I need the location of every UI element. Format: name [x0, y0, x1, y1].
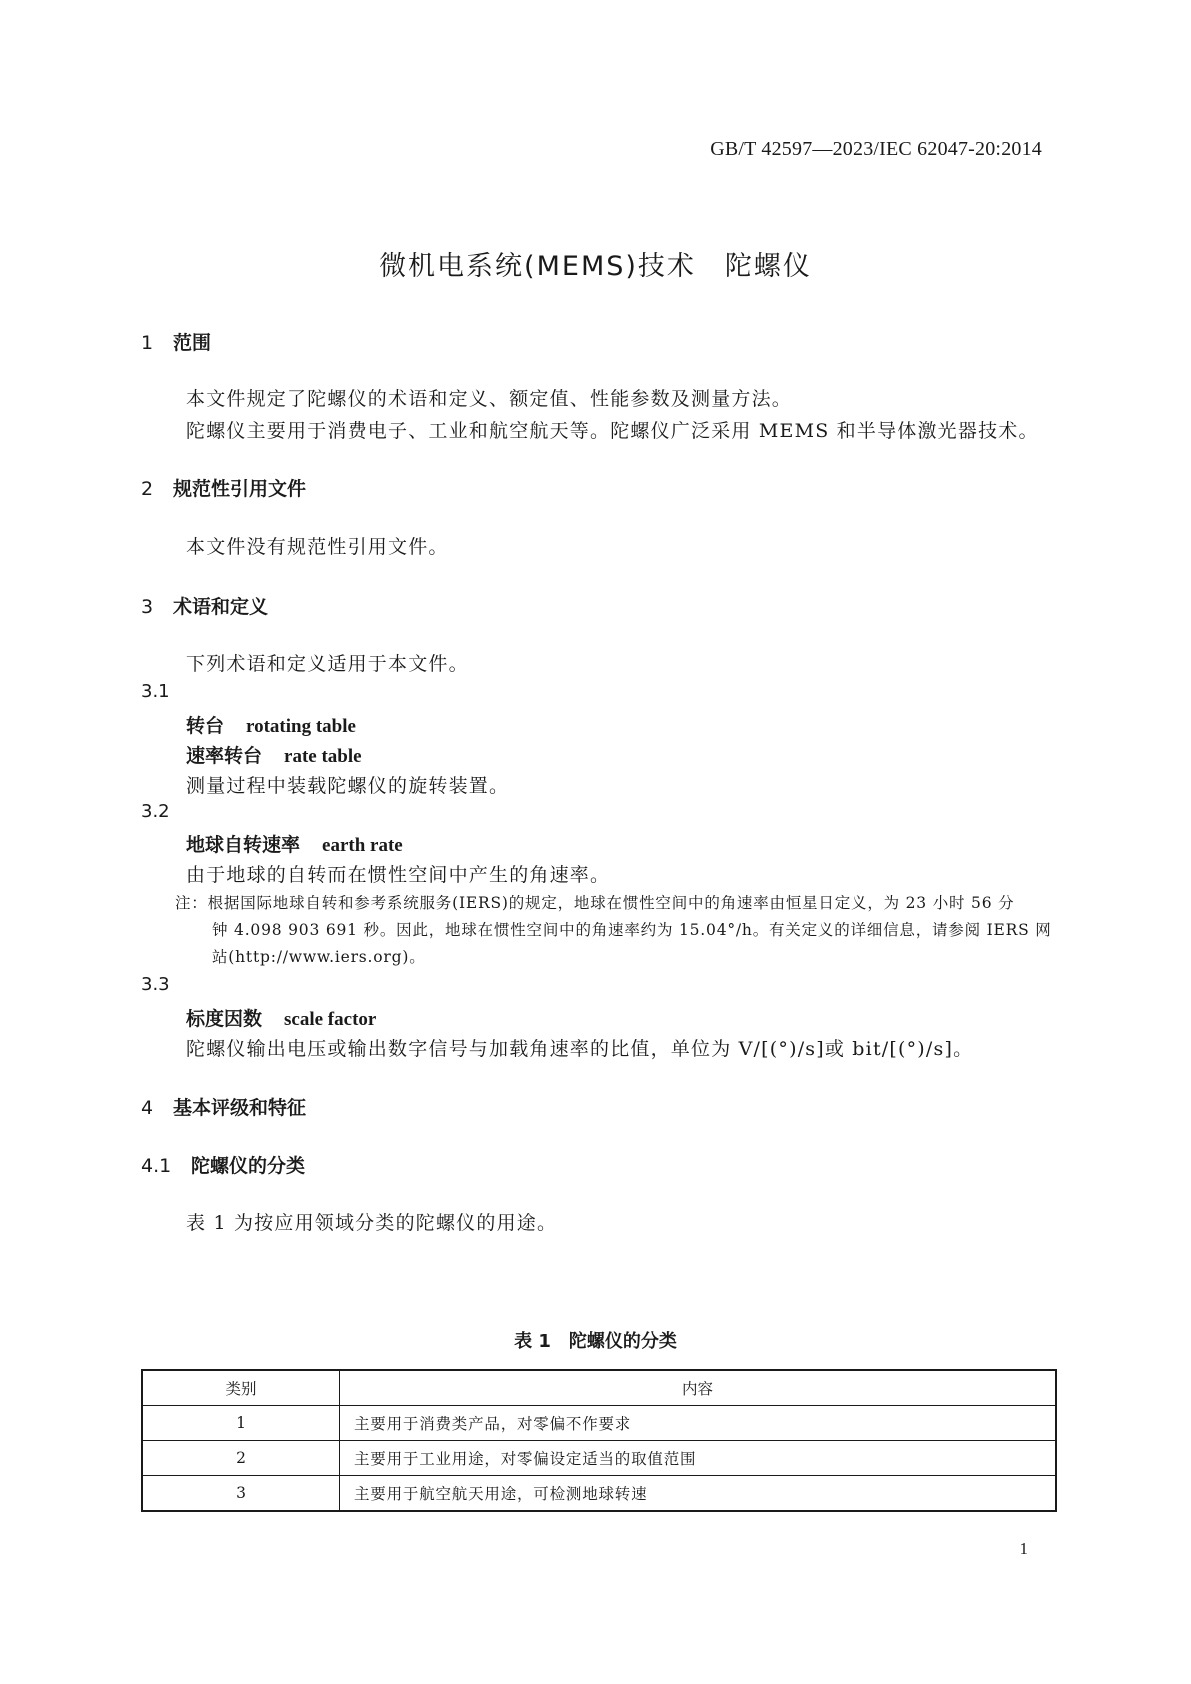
- subsection-4-1-heading: [141, 1151, 305, 1178]
- term-zh: 速率转台: [186, 745, 263, 767]
- term-zh: 转台: [186, 715, 225, 737]
- term-number: 3.1: [141, 681, 170, 702]
- standard-number: GB/T 42597—2023/IEC 62047-20:2014: [710, 138, 1042, 160]
- table-cell: 主要用于工业用途，对零偏设定适当的取值范围: [340, 1441, 1057, 1476]
- table-row: [142, 1406, 1056, 1441]
- section-title: 陀螺仪的分类: [191, 1155, 306, 1177]
- section-number: 4: [141, 1097, 154, 1119]
- table-label: 表 1: [514, 1331, 551, 1352]
- table-cell: 1: [142, 1406, 340, 1441]
- table-cell: 3: [142, 1476, 340, 1512]
- table-row: [142, 1441, 1056, 1476]
- section-number: 1: [141, 332, 154, 354]
- paragraph: 下列术语和定义适用于本文件。: [186, 653, 469, 675]
- paragraph: 表 1 为按应用领域分类的陀螺仪的用途。: [186, 1212, 558, 1234]
- term-definition: 测量过程中装载陀螺仪的旋转装置。: [186, 775, 510, 797]
- note-line: 站(http://www.iers.org)。: [212, 948, 426, 966]
- term-definition: 陀螺仪输出电压或输出数字信号与加载角速率的比值，单位为 V/[(°)/s]或 bit/[(°)/s]。: [186, 1038, 974, 1060]
- paragraph: 本文件没有规范性引用文件。: [186, 536, 449, 558]
- table-cell: 主要用于消费类产品，对零偏不作要求: [340, 1406, 1057, 1441]
- table-row: [142, 1476, 1056, 1512]
- paragraph: 本文件规定了陀螺仪的术语和定义、额定值、性能参数及测量方法。: [186, 388, 793, 410]
- term-number: 3.2: [141, 801, 170, 822]
- note-line: 注：根据国际地球自转和参考系统服务(IERS)的规定，地球在惯性空间中的角速率由恒星日定义，为 23 小时 56 分: [175, 894, 1015, 912]
- section-title: 范围: [173, 332, 212, 354]
- page-number: 1: [1019, 1539, 1028, 1558]
- paragraph: 陀螺仪主要用于消费电子、工业和航空航天等。陀螺仪广泛采用 MEMS 和半导体激光器技术。: [186, 420, 1039, 442]
- column-header: 类别: [142, 1370, 340, 1406]
- table-header-row: [142, 1370, 1056, 1406]
- table-caption-text: 陀螺仪的分类: [568, 1331, 677, 1352]
- column-header: 内容: [340, 1370, 1057, 1406]
- section-1-heading: [141, 328, 211, 355]
- term-entry: [186, 830, 403, 857]
- term-en: scale factor: [284, 1009, 377, 1030]
- section-2-heading: [141, 474, 306, 501]
- section-3-heading: [141, 592, 268, 619]
- table-caption: [0, 1327, 1191, 1353]
- term-entry: [186, 1004, 376, 1031]
- document-title: 微机电系统(MEMS)技术 陀螺仪: [379, 251, 812, 282]
- term-zh: 标度因数: [186, 1008, 263, 1030]
- table-cell: 主要用于航空航天用途，可检测地球转速: [340, 1476, 1057, 1512]
- term-entry: [186, 711, 356, 738]
- section-title: 规范性引用文件: [173, 478, 307, 500]
- term-en: earth rate: [322, 835, 403, 856]
- term-definition: 由于地球的自转而在惯性空间中产生的角速率。: [186, 864, 611, 886]
- section-number: 4.1: [141, 1155, 172, 1177]
- term-zh: 地球自转速率: [186, 834, 301, 856]
- term-number: 3.3: [141, 974, 170, 995]
- term-en: rate table: [284, 746, 362, 767]
- table-cell: 2: [142, 1441, 340, 1476]
- term-alt-entry: [186, 741, 362, 768]
- section-title: 术语和定义: [173, 596, 269, 618]
- note-line: 钟 4.098 903 691 秒。因此，地球在惯性空间中的角速率约为 15.04°/h。有关定义的详细信息，请参阅 IERS 网: [212, 921, 1052, 939]
- section-4-heading: [141, 1093, 306, 1120]
- section-title: 基本评级和特征: [173, 1097, 307, 1119]
- section-number: 2: [141, 478, 154, 500]
- term-en: rotating table: [246, 716, 356, 737]
- section-number: 3: [141, 596, 154, 618]
- classification-table: [141, 1369, 1057, 1512]
